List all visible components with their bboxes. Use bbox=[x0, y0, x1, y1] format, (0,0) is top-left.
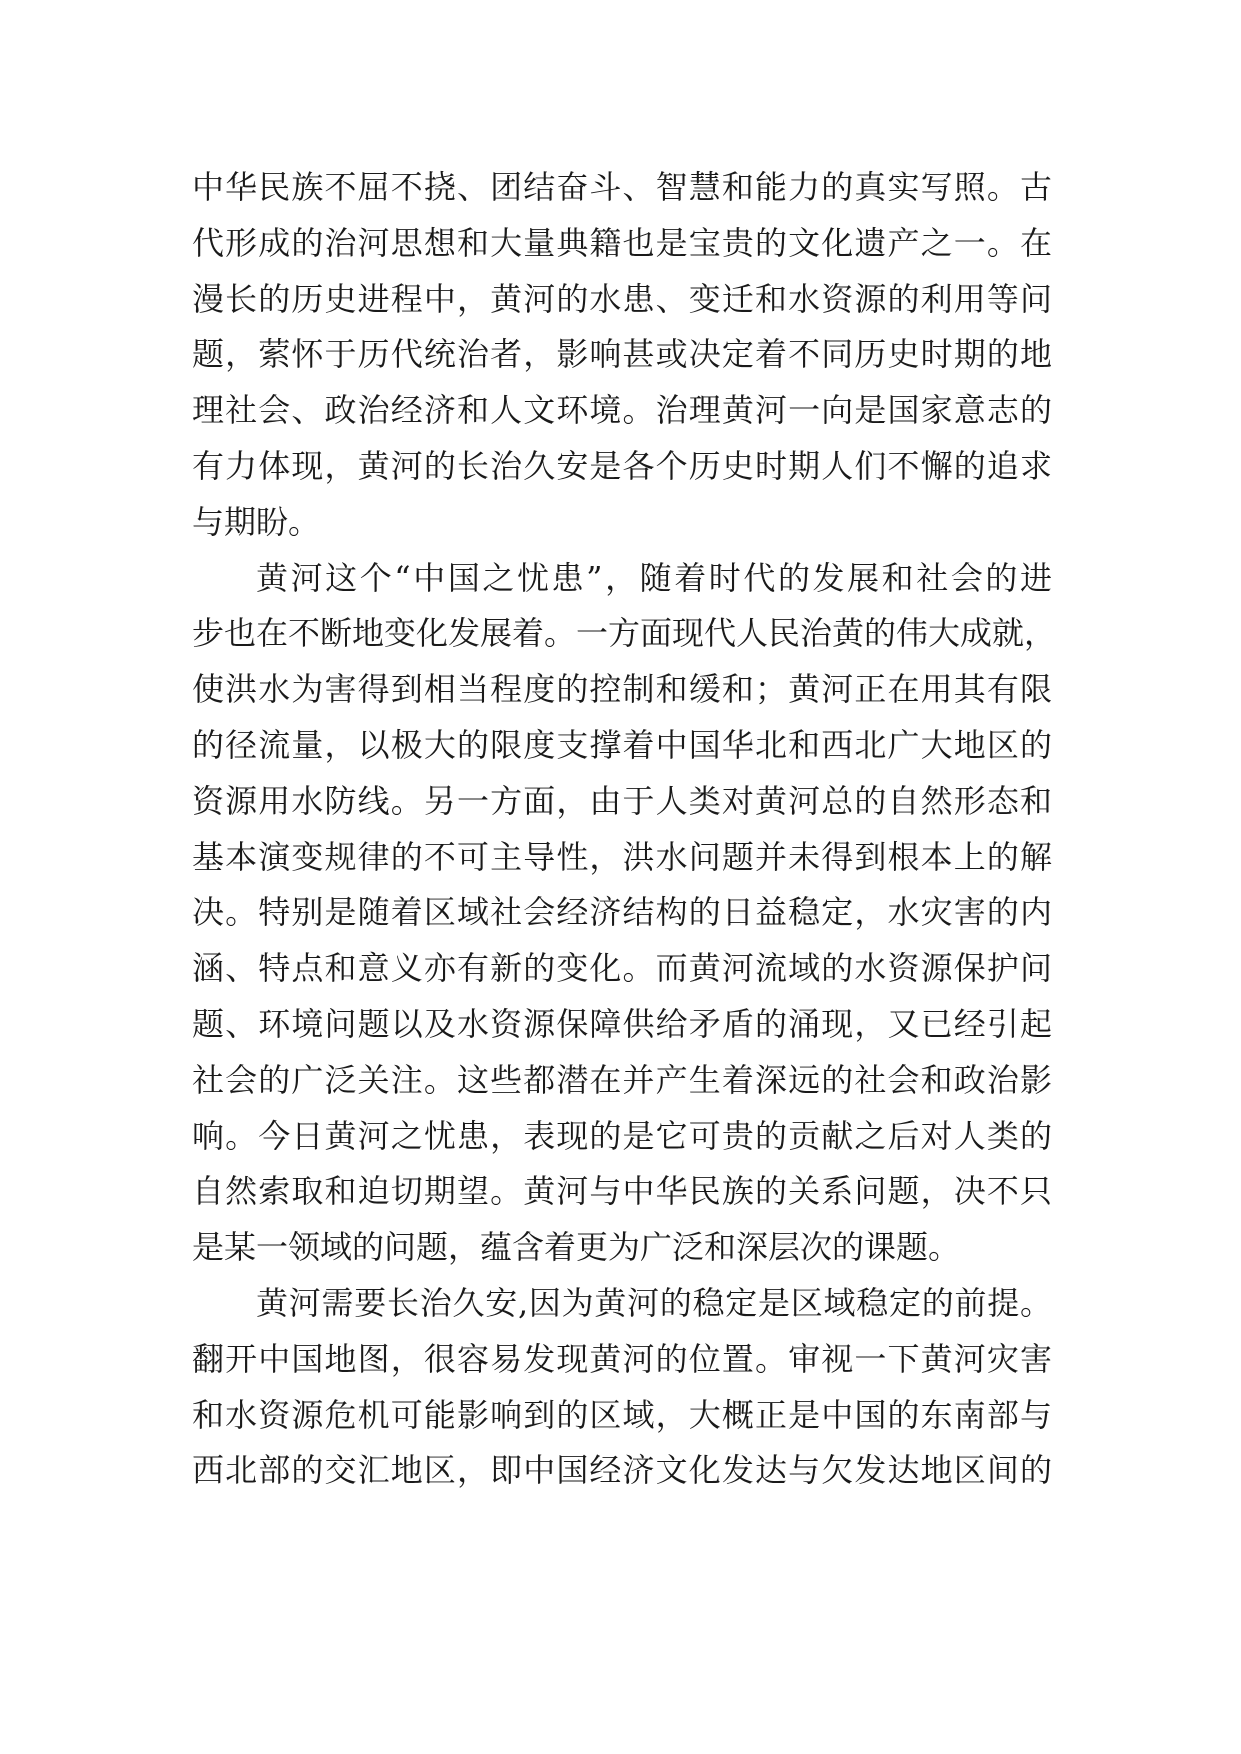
text-line: 涵、特点和意义亦有新的变化。而黄河流域的水资源保护问 bbox=[192, 949, 1052, 988]
text-line: 翻开中国地图，很容易发现黄河的位置。审视一下黄河灾害 bbox=[192, 1339, 1052, 1378]
text-line: 题，萦怀于历代统治者，影响甚或决定着不同历史时期的地 bbox=[192, 335, 1052, 374]
text-line: 西北部的交汇地区，即中国经济文化发达与欠发达地区间的 bbox=[192, 1451, 1052, 1490]
text-line: 和水资源危机可能影响到的区域，大概正是中国的东南部与 bbox=[192, 1395, 1052, 1434]
text-line: 基本演变规律的不可主导性，洪水问题并未得到根本上的解 bbox=[192, 837, 1052, 876]
text-line: 是某一领域的问题，蕴含着更为广泛和深层次的课题。 bbox=[192, 1228, 961, 1267]
text-line: 资源用水防线。另一方面，由于人类对黄河总的自然形态和 bbox=[192, 781, 1052, 820]
text-line: 有力体现，黄河的长治久安是各个历史时期人们不懈的追求 bbox=[192, 446, 1052, 485]
text-line: 社会的广泛关注。这些都潜在并产生着深远的社会和政治影 bbox=[192, 1060, 1052, 1099]
text-line: 步也在不断地变化发展着。一方面现代人民治黄的伟大成就， bbox=[192, 614, 1057, 653]
text-line: 代形成的治河思想和大量典籍也是宝贵的文化遗产之一。在 bbox=[192, 223, 1052, 262]
text-line: 漫长的历史进程中，黄河的水患、变迁和水资源的利用等问 bbox=[192, 279, 1052, 318]
text-line: 黄河需要长治久安,因为黄河的稳定是区域稳定的前提。 bbox=[256, 1283, 1052, 1322]
text-line: 理社会、政治经济和人文环境。治理黄河一向是国家意志的 bbox=[192, 391, 1052, 430]
text-line: 使洪水为害得到相当程度的控制和缓和；黄河正在用其有限 bbox=[192, 670, 1052, 709]
text-line: 自然索取和迫切期望。黄河与中华民族的关系问题，决不只 bbox=[192, 1172, 1052, 1211]
body-text bbox=[192, 160, 1057, 1499]
text-line: 的径流量，以极大的限度支撑着中国华北和西北广大地区的 bbox=[192, 725, 1052, 764]
text-line: 中华民族不屈不挠、团结奋斗、智慧和能力的真实写照。古 bbox=[192, 168, 1052, 206]
text-line: 黄河这个“中国之忧患”，随着时代的发展和社会的进 bbox=[256, 558, 1052, 597]
text-line: 决。特别是随着区域社会经济结构的日益稳定，水灾害的内 bbox=[192, 893, 1052, 932]
text-line: 题、环境问题以及水资源保障供给矛盾的涌现，又已经引起 bbox=[192, 1004, 1052, 1043]
text-line: 响。今日黄河之忧患，表现的是它可贵的贡献之后对人类的 bbox=[192, 1116, 1052, 1155]
text-line: 与期盼。 bbox=[192, 502, 321, 541]
